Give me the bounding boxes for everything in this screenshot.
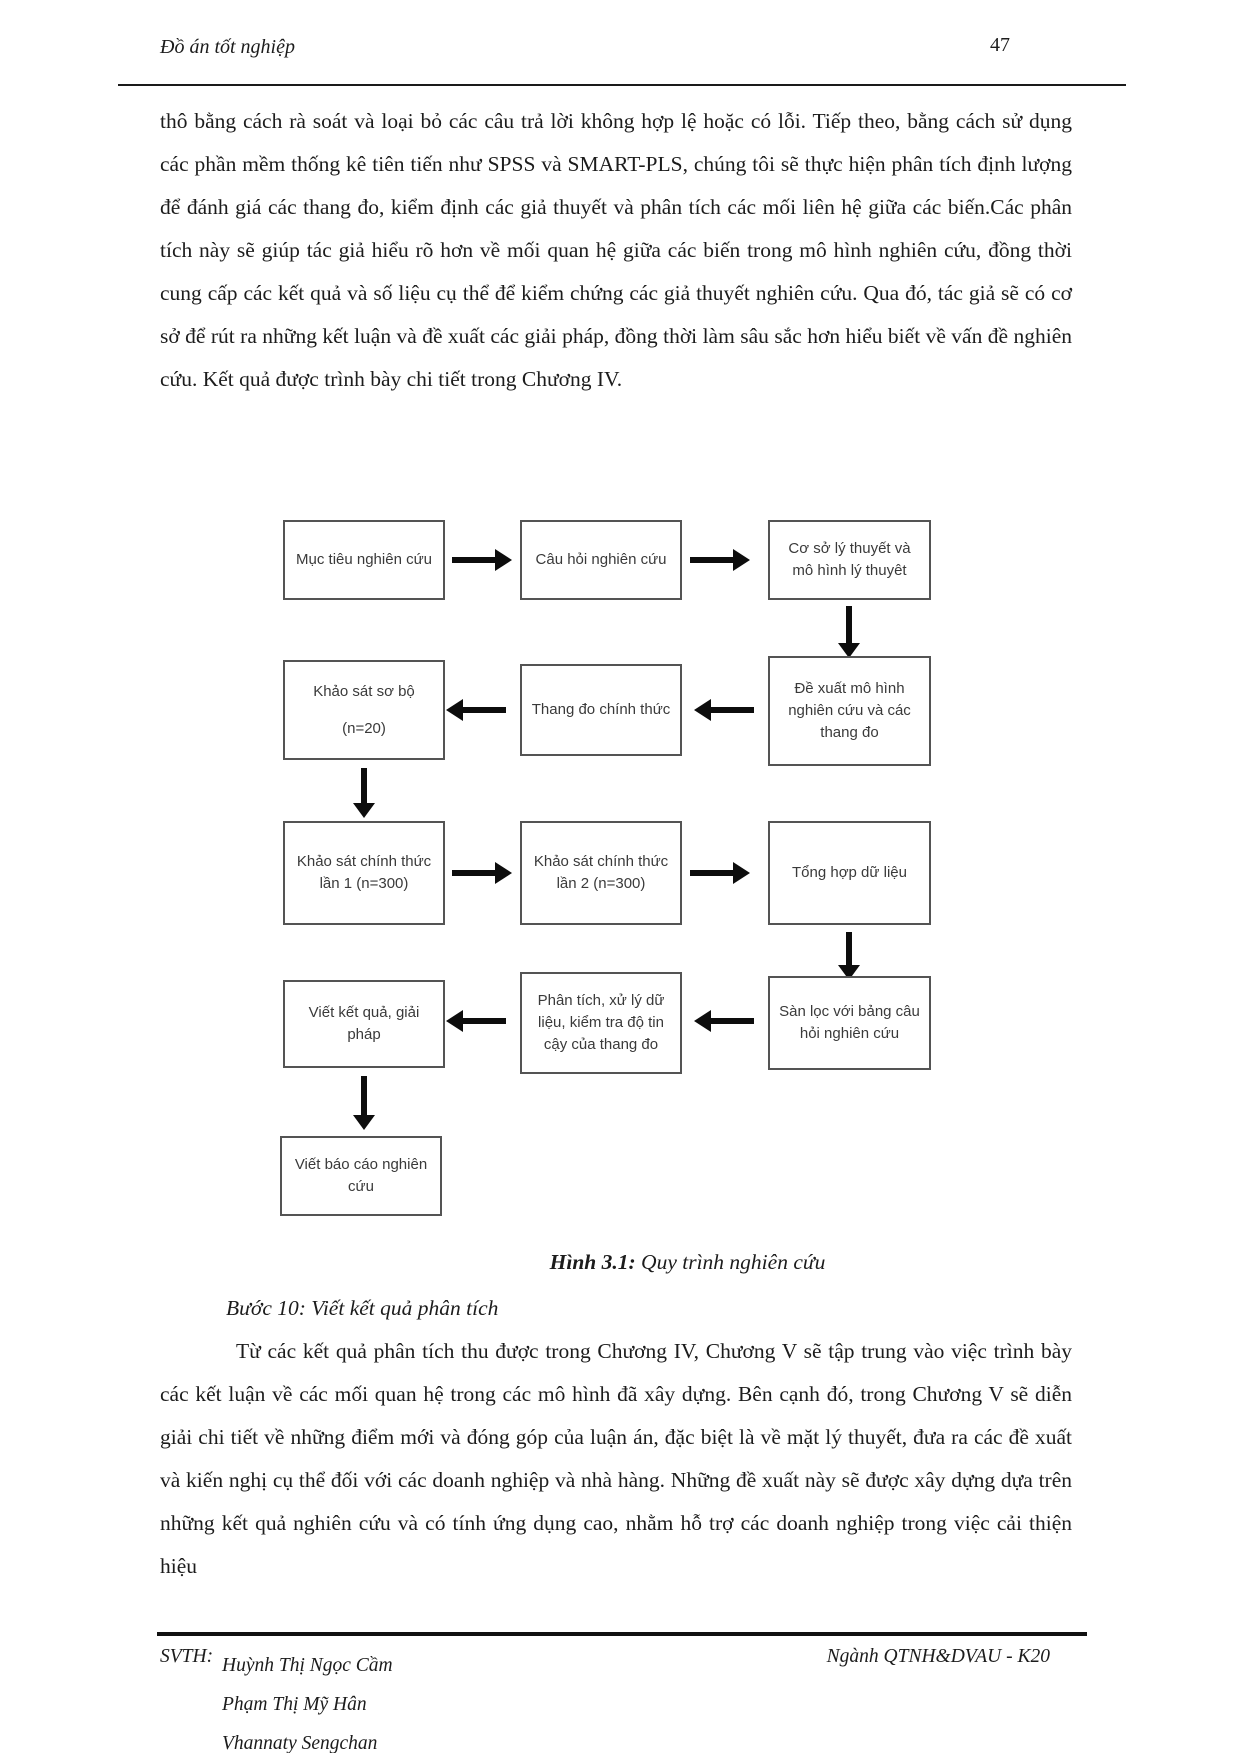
footer-rule bbox=[157, 1632, 1087, 1636]
flow-box-thang-do: Thang đo chính thức bbox=[520, 664, 682, 756]
flow-box-tong-hop: Tổng hợp dữ liệu bbox=[768, 821, 931, 925]
footer-student-name: Vhannaty Sengchan bbox=[222, 1733, 378, 1753]
body-paragraph-1: thô bằng cách rà soát và loại bỏ các câu trả lời không hợp lệ hoặc có lỗi. Tiếp theo, bằng cách sử dụng các phần mềm thống kê tiên tiến như SPSS và SMART-PLS, chúng tôi sẽ thực hiện phân tích định lượng để đánh giá các thang đo, kiểm định các giả thuyết và phân tích các mối liên hệ giữa các biến.Các phân tích này sẽ giúp tác giả hiểu rõ hơn về mối quan hệ giữa các biến trong mô hình nghiên cứu, đồng thời cung cấp các kết quả và số liệu cụ thể để kiểm chứng các giả thuyết nghiên cứu. Qua đó, tác giả sẽ có cơ sở để rút ra những kết luận và đề xuất các giải pháp, đồng thời làm sâu sắc hơn hiểu biết về vấn đề nghiên cứu. Kết quả được trình bày chi tiết trong Chương IV. bbox=[160, 109, 1072, 391]
flow-box-viet-ket-qua: Viết kết quả, giải pháp bbox=[283, 980, 445, 1068]
flow-arrow-down-icon bbox=[361, 1076, 367, 1116]
footer-svth-label: SVTH: bbox=[160, 1646, 214, 1667]
flow-box-cau-hoi: Câu hỏi nghiên cứu bbox=[520, 520, 682, 600]
flow-arrow-left-icon bbox=[710, 1018, 754, 1024]
flow-box-line: (n=20) bbox=[342, 719, 386, 737]
footer-student-names bbox=[222, 1646, 393, 1753]
flow-box-khao-sat-lan2: Khảo sát chính thức lần 2 (n=300) bbox=[520, 821, 682, 925]
flow-arrow-down-icon bbox=[361, 768, 367, 804]
flow-arrow-right-icon bbox=[452, 557, 496, 563]
flow-arrow-down-icon bbox=[846, 606, 852, 644]
flow-arrow-left-icon bbox=[710, 707, 754, 713]
step-heading: Bước 10: Viết kết quả phân tích bbox=[226, 1296, 499, 1320]
figure-caption-label: Hình 3.1: bbox=[549, 1250, 636, 1274]
flow-arrow-left-icon bbox=[462, 1018, 506, 1024]
body-paragraph-2: Từ các kết quả phân tích thu được trong Chương IV, Chương V sẽ tập trung vào việc trình bày các kết luận về các mối quan hệ trong các mô hình đã xây dựng. Bên cạnh đó, trong Chương V sẽ diễn giải chi tiết về những điểm mới và đóng góp của luận án, đặc biệt là về mặt lý thuyết, đưa ra các đề xuất và kiến nghị cụ thể đối với các doanh nghiệp và nhà hàng. Những đề xuất này sẽ được xây dựng dựa trên những kết quả nghiên cứu và có tính ứng dụng cao, nhằm hỗ trợ các doanh nghiệp trong việc cải thiện hiệu bbox=[160, 1339, 1072, 1578]
flow-box-phan-tich: Phân tích, xử lý dữ liệu, kiểm tra độ tin cậy của thang đo bbox=[520, 972, 682, 1074]
figure-caption-text: Quy trình nghiên cứu bbox=[635, 1250, 826, 1274]
flow-box-line: Khảo sát sơ bộ bbox=[313, 682, 415, 700]
figure-caption bbox=[400, 1250, 975, 1275]
flow-arrow-left-icon bbox=[462, 707, 506, 713]
flow-arrow-right-icon bbox=[452, 870, 496, 876]
footer-major: Ngành QTNH&DVAU - K20 bbox=[826, 1646, 1050, 1667]
flow-box-khao-sat-lan1: Khảo sát chính thức lần 1 (n=300) bbox=[283, 821, 445, 925]
footer-student-name: Huỳnh Thị Ngọc Cầm bbox=[222, 1655, 393, 1676]
flow-box-khao-sat-so-bo bbox=[283, 660, 445, 760]
header-rule bbox=[118, 84, 1126, 86]
flow-box-muc-tieu: Mục tiêu nghiên cứu bbox=[283, 520, 445, 600]
page-number: 47 bbox=[990, 34, 1010, 56]
flow-arrow-right-icon bbox=[690, 557, 734, 563]
flow-box-viet-bao-cao: Viết báo cáo nghiên cứu bbox=[280, 1136, 442, 1216]
flow-box-san-loc: Sàn lọc với bảng câu hỏi nghiên cứu bbox=[768, 976, 931, 1070]
flow-box-de-xuat: Đề xuất mô hình nghiên cứu và các thang đo bbox=[768, 656, 931, 766]
flow-box-co-so-ly-thuyet: Cơ sở lý thuyết và mô hình lý thuyêt bbox=[768, 520, 931, 600]
flow-arrow-right-icon bbox=[690, 870, 734, 876]
footer-student-name: Phạm Thị Mỹ Hân bbox=[222, 1694, 367, 1715]
flow-arrow-down-icon bbox=[846, 932, 852, 966]
running-header-title: Đồ án tốt nghiệp bbox=[160, 36, 295, 58]
